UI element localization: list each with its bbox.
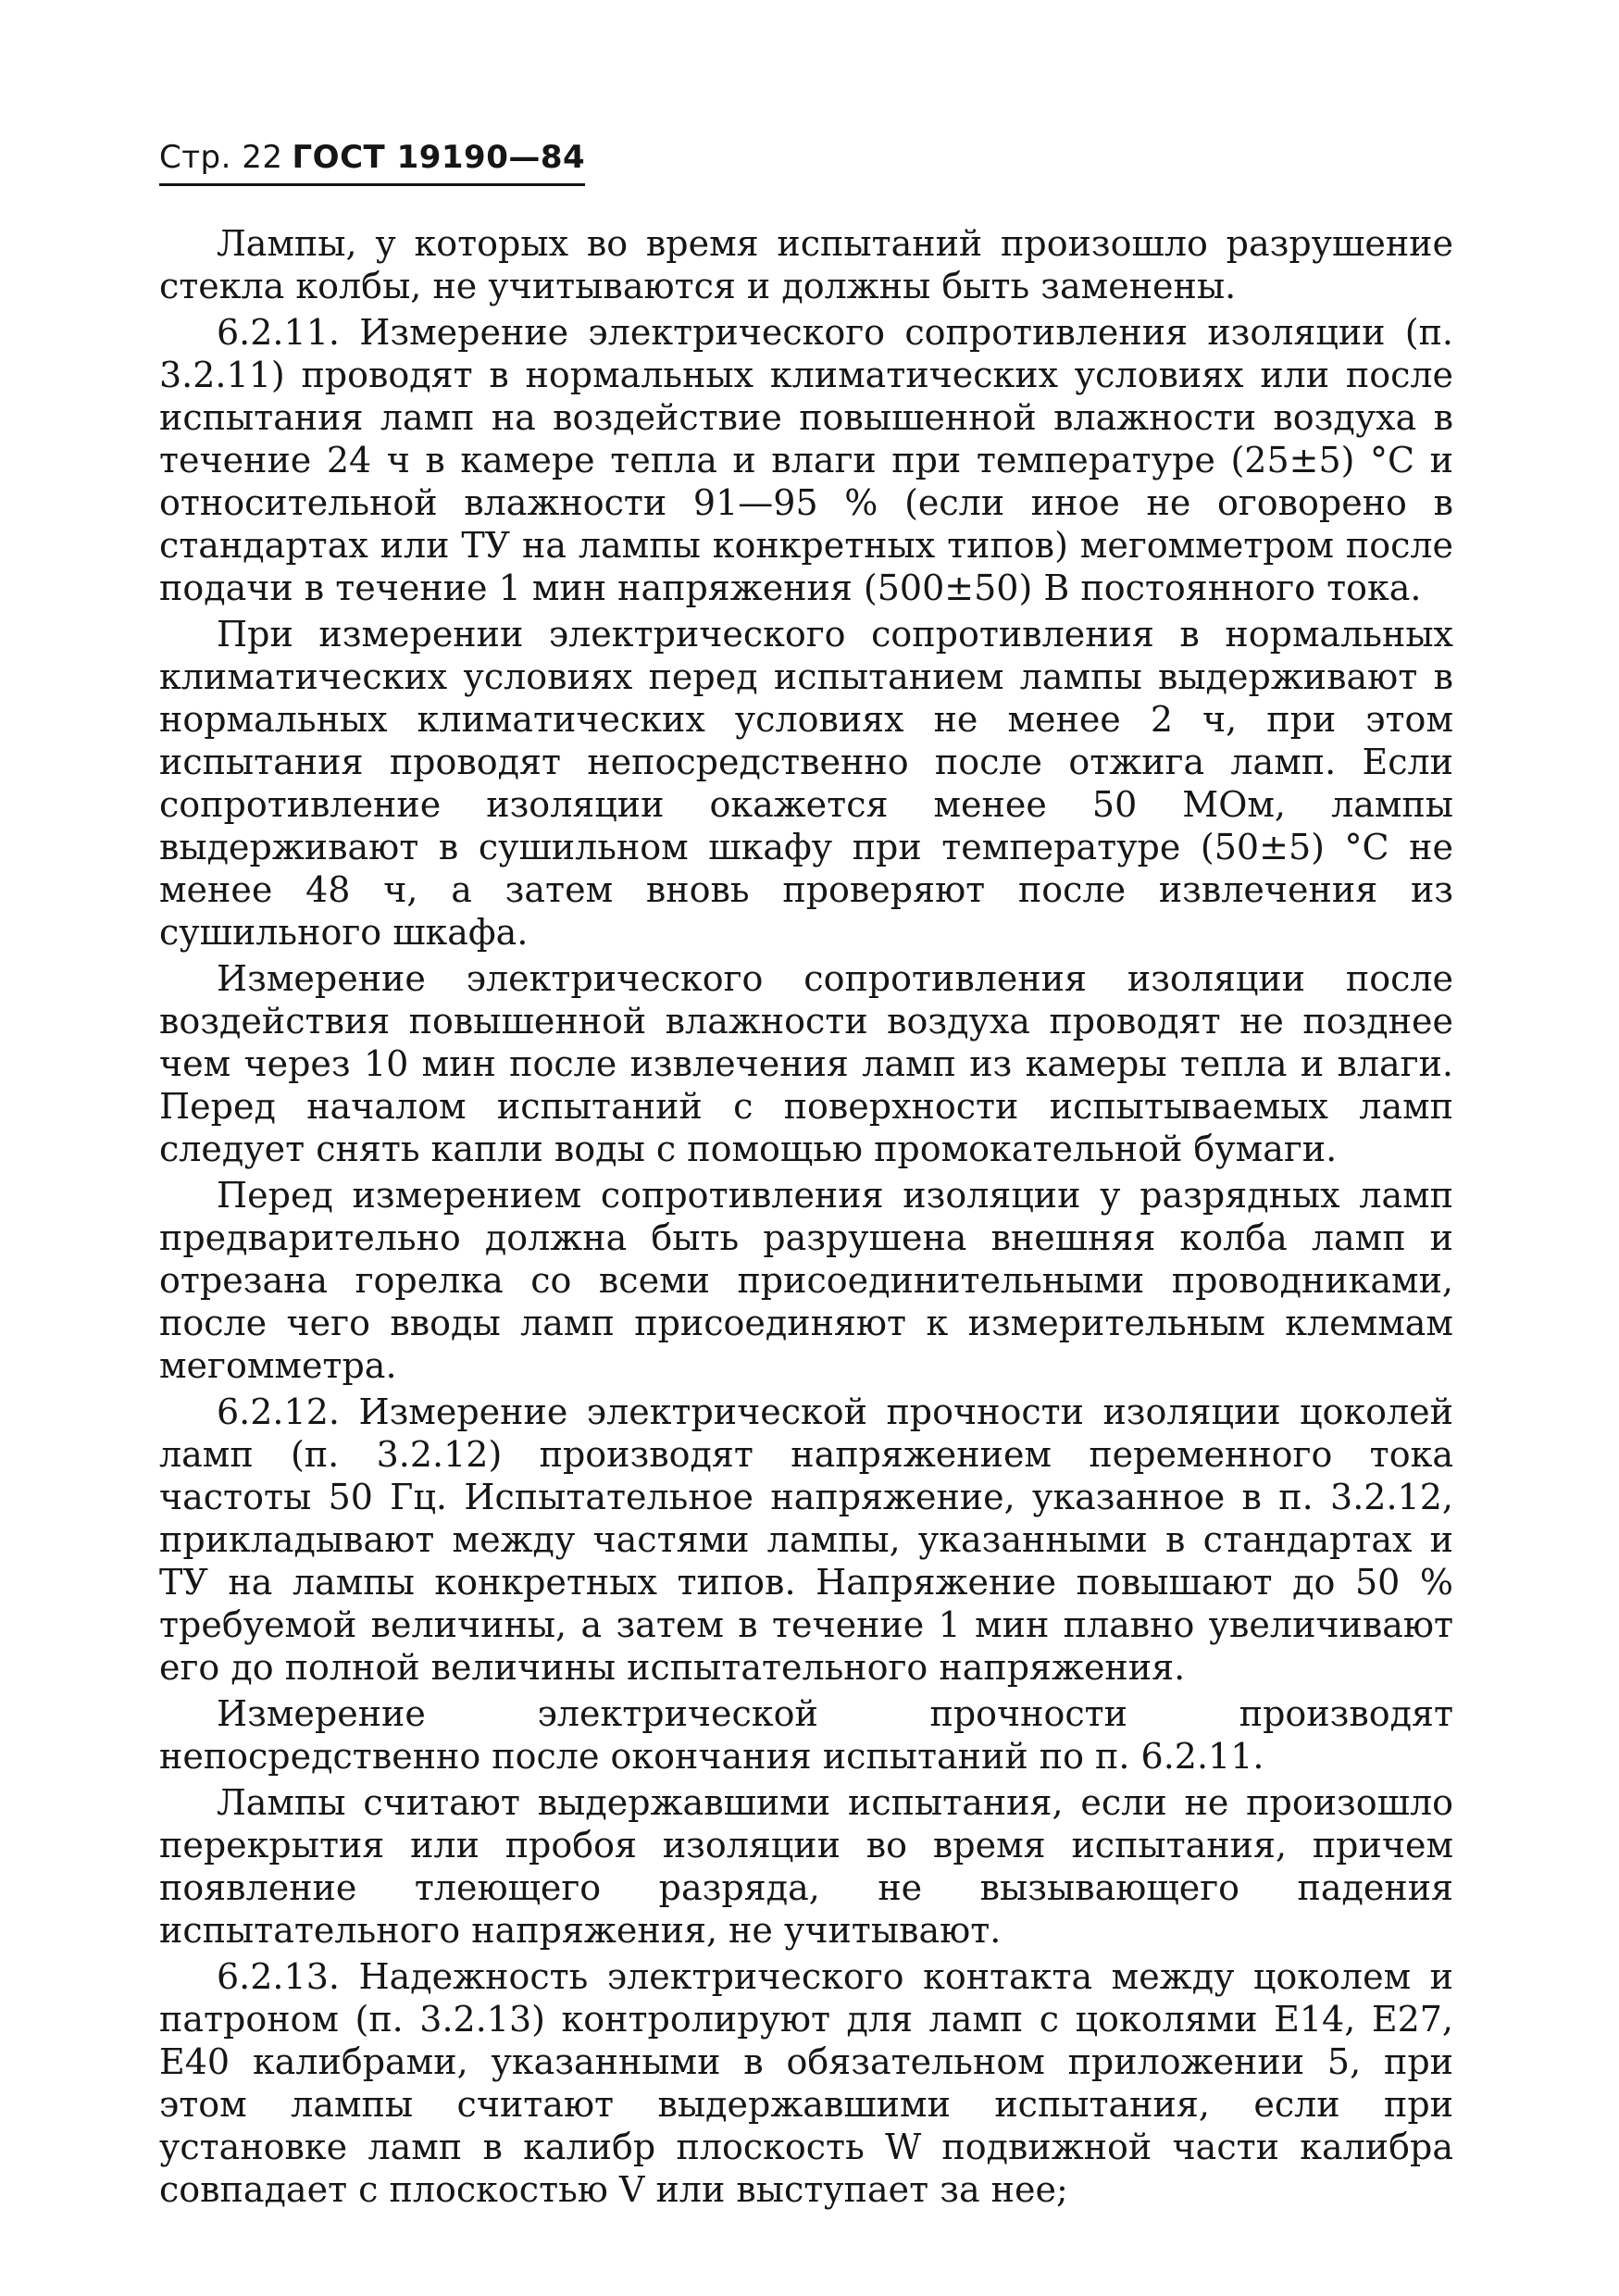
- paragraph: Лампы считают выдержавшими испытания, если не произошло перекрытия или пробоя изоляции во время испытания, причем появление тлеющего разряда, не вызывающего падения испытательного напряжения, не учитывают.: [159, 1782, 1453, 1951]
- paragraph: Измерение электрического сопротивления изоляции после воздействия повышенной влажности воздуха проводят не позднее чем через 10 мин после извлечения ламп из камеры тепла и влаги. Перед началом испытаний с поверхности испытываемых ламп следует снять капли воды с помощью промокательной бумаги.: [159, 958, 1453, 1169]
- standard-title: ГОСТ 19190—84: [292, 139, 586, 176]
- paragraph: При измерении электрического сопротивления в нормальных климатических условиях перед испытанием лампы выдерживают в нормальных климатических условиях не менее 2 ч, при этом испытания проводят непосредственно после отжига ламп. Если сопротивление изоляции окажется менее 50 МОм, лампы выдерживают в сушильном шкафу при температуре (50±5) °С не менее 48 ч, а затем вновь проверяют после извлечения из сушильного шкафа.: [159, 614, 1453, 953]
- paragraph-section-6-2-13: 6.2.13. Надежность электрического контакта между цоколем и патроном (п. 3.2.13) контролируют для ламп с цоколями Е14, Е27, Е40 калибрами, указанными в обязательном приложении 5, при этом лампы считают выдержавшими испытания, если при установке ламп в калибр плоскость W подвижной части калибра совпадает с плоскостью V или выступает за нее;: [159, 1956, 1453, 2210]
- body-text: [159, 222, 1453, 2215]
- paragraph-section-6-2-12: 6.2.12. Измерение электрической прочности изоляции цоколей ламп (п. 3.2.12) производят напряжением переменного тока частоты 50 Гц. Испытательное напряжение, указанное в п. 3.2.12, прикладывают между частями лампы, указанными в стандартах и ТУ на лампы конкретных типов. Напряжение повышают до 50 % требуемой величины, а затем в течение 1 мин плавно увеличивают его до полной величины испытательного напряжения.: [159, 1391, 1453, 1688]
- paragraph-section-6-2-11: 6.2.11. Измерение электрического сопротивления изоляции (п. 3.2.11) проводят в нормальных климатических условиях или после испытания ламп на воздействие повышенной влажности воздуха в течение 24 ч в камере тепла и влаги при температуре (25±5) °С и относительной влажности 91—95 % (если иное не оговорено в стандартах или ТУ на лампы конкретных типов) мегомметром после подачи в течение 1 мин напряжения (500±50) В постоянного тока.: [159, 312, 1453, 608]
- paragraph: Измерение электрической прочности производят непосредственно после окончания испытаний по п. 6.2.11.: [159, 1693, 1453, 1777]
- page-header: [159, 139, 585, 186]
- page-number: Стр. 22: [159, 139, 283, 176]
- paragraph: Лампы, у которых во время испытаний произошло разрушение стекла колбы, не учитываются и должны быть заменены.: [159, 223, 1453, 306]
- paragraph: Перед измерением сопротивления изоляции у разрядных ламп предварительно должна быть разрушена внешняя колба ламп и отрезана горелка со всеми присоединительными проводниками, после чего вводы ламп присоединяют к измерительным клеммам мегомметра.: [159, 1175, 1453, 1386]
